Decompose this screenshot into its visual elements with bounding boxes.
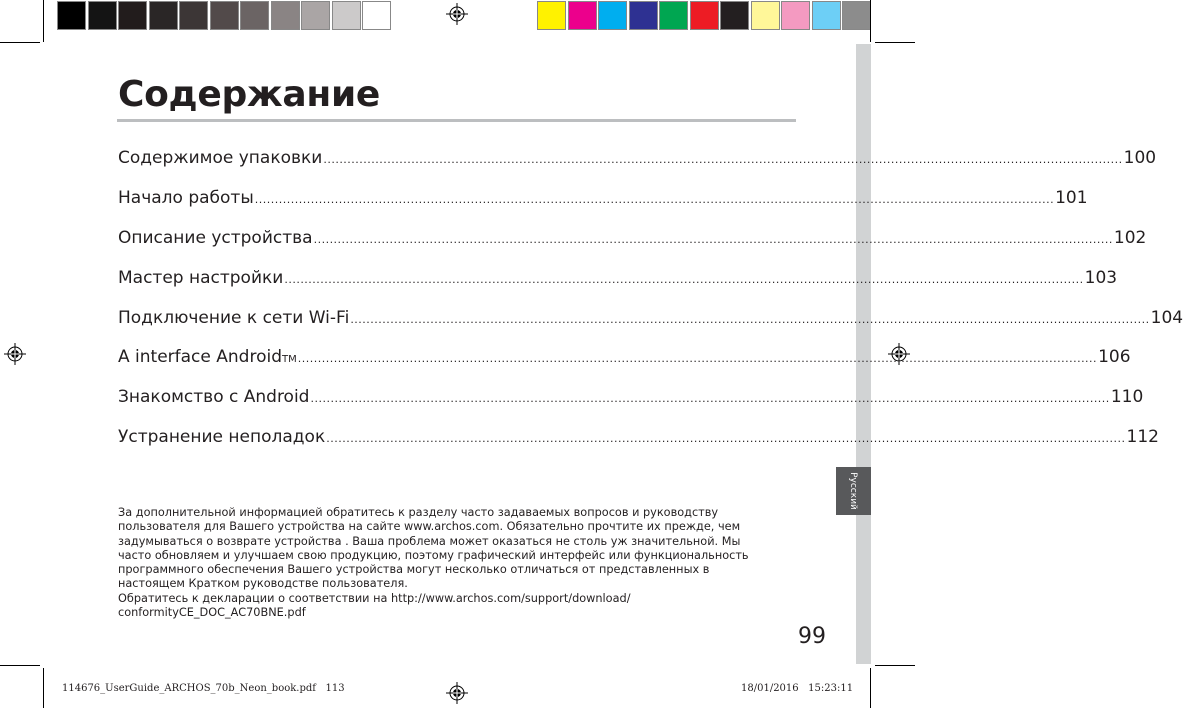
crop-mark (0, 42, 40, 43)
grayscale-color-bar (57, 1, 393, 31)
color-swatch (118, 1, 147, 30)
toc-entry-title: Мастер настройки (118, 268, 284, 288)
toc-entry-title: Знакомство с Android (118, 387, 310, 407)
toc-entry[interactable] (118, 427, 1159, 447)
note-line: программного обеспечения Вашего устройства могут несколько отличаться от представленных в (118, 563, 710, 577)
dot-leader: ........................................................................................................................................................................................................ (323, 153, 1123, 166)
crop-mark (875, 42, 915, 43)
dot-leader: ........................................................................................................................................................................................................ (284, 273, 1084, 286)
color-swatch (598, 1, 627, 30)
color-swatch (751, 1, 780, 30)
color-swatch (149, 1, 178, 30)
toc-page-number: 102 (1113, 228, 1147, 248)
page-title: Содержание (118, 74, 381, 115)
footer-file-name: 114676_UserGuide_ARCHOS_70b_Neon_book.pdf 113 (62, 683, 345, 694)
toc-entry[interactable] (118, 347, 1131, 367)
toc-entry[interactable] (118, 188, 1088, 208)
toc-entry-title: Описание устройства (118, 228, 313, 248)
toc-page-number: 103 (1084, 268, 1118, 288)
cmyk-color-bar (537, 1, 873, 31)
title-divider (117, 119, 796, 122)
color-swatch (659, 1, 688, 30)
toc-page-number: 112 (1126, 427, 1159, 447)
color-swatch (812, 1, 841, 30)
dot-leader: ........................................................................................................................................................................................................ (297, 352, 1098, 365)
note-line: пользователя для Вашего устройства на сайте www.archos.com. Обязательно прочтите их прежде, чем (118, 520, 741, 534)
dot-leader: ........................................................................................................................................................................................................ (310, 392, 1110, 405)
crop-mark (43, 0, 44, 42)
color-swatch (842, 1, 871, 30)
toc-page-number: 100 (1123, 148, 1157, 168)
color-swatch (332, 1, 361, 30)
toc-entry-title: A interface Android (118, 347, 282, 367)
page-number: 99 (798, 624, 826, 649)
toc-page-number: 110 (1110, 387, 1144, 407)
color-swatch (271, 1, 300, 30)
crop-mark (875, 665, 915, 666)
registration-mark-icon (4, 343, 26, 365)
toc-page-number: 104 (1150, 308, 1183, 328)
note-line: Обратитесь к декларации о соответствии на http://www.archos.com/support/download/ (118, 591, 631, 605)
footer-datetime: 18/01/2016 15:23:11 (741, 683, 854, 694)
toc-entry[interactable] (118, 228, 1147, 248)
toc-entry[interactable] (118, 308, 1183, 328)
toc-entry-title: Начало работы (118, 188, 254, 208)
registration-mark-icon (446, 3, 468, 25)
toc-entry-title: Подключение к сети Wi-Fi (118, 308, 350, 328)
color-swatch (240, 1, 269, 30)
dot-leader: ........................................................................................................................................................................................................ (350, 313, 1150, 326)
note-line: настоящем Кратком руководстве пользователя. (118, 577, 408, 591)
color-swatch (568, 1, 597, 30)
registration-mark-icon (446, 682, 468, 704)
color-swatch (720, 1, 749, 30)
toc-entry-title: Содержимое упаковки (118, 148, 323, 168)
color-swatch (210, 1, 239, 30)
color-swatch (629, 1, 658, 30)
note-line: задумываться о возврате устройства . Ваша проблема может оказаться не столь уж значительной. Мы (118, 534, 741, 548)
toc-entry[interactable] (118, 387, 1144, 407)
color-swatch (179, 1, 208, 30)
trademark-superscript: TM (281, 354, 297, 365)
toc-entry[interactable] (118, 148, 1157, 168)
language-tab-label: Русский (848, 472, 858, 510)
color-swatch (781, 1, 810, 30)
crop-mark (0, 665, 40, 666)
color-swatch (690, 1, 719, 30)
dot-leader: ........................................................................................................................................................................................................ (326, 432, 1126, 445)
color-swatch (362, 1, 391, 30)
color-swatch (88, 1, 117, 30)
crop-mark (43, 668, 44, 708)
crop-mark (870, 668, 871, 708)
toc-entry[interactable] (118, 268, 1118, 288)
dot-leader: ........................................................................................................................................................................................................ (313, 233, 1113, 246)
toc-entry-title: Устранение неполадок (118, 427, 326, 447)
color-swatch (537, 1, 566, 30)
toc-page-number: 101 (1055, 188, 1088, 208)
dot-leader: ........................................................................................................................................................................................................ (254, 193, 1055, 206)
toc-page-number: 106 (1098, 347, 1131, 367)
info-note (118, 506, 808, 620)
color-swatch (301, 1, 330, 30)
crop-mark (870, 0, 871, 42)
note-line: За дополнительной информацией обратитесь к разделу часто задаваемых вопросов и руководству (118, 506, 719, 519)
note-line: conformityCE_DOC_AC70BNE.pdf (118, 606, 306, 620)
note-line: часто обновляем и улучшаем свою продукцию, поэтому графический интерфейс или функциональность (118, 548, 749, 562)
color-swatch (57, 1, 86, 30)
